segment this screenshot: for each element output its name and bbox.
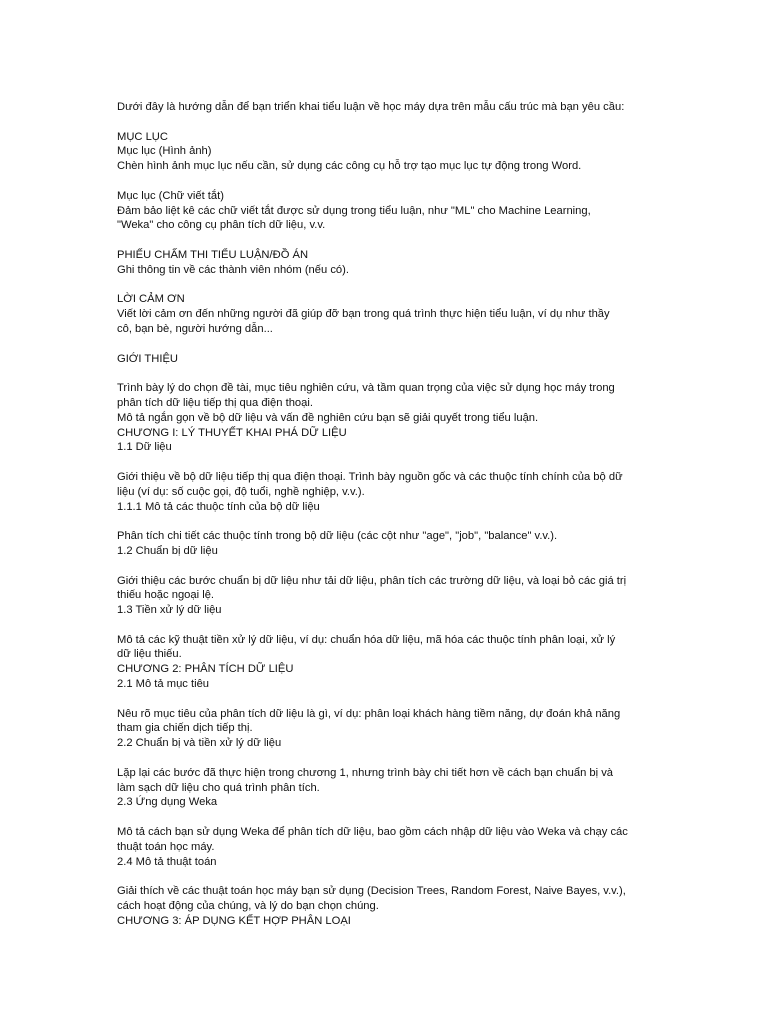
paragraph-line: Ghi thông tin về các thành viên nhóm (nếu có).: [117, 263, 349, 276]
blank-line: [117, 618, 662, 633]
blank-line: [117, 337, 662, 352]
intro-line: Dưới đây là hướng dẫn để bạn triển khai tiểu luận về học máy dựa trên mẫu cấu trúc mà bạn yêu cầu:: [117, 101, 625, 113]
paragraph-line: Chèn hình ảnh mục lục nếu cần, sử dụng các công cụ hỗ trợ tạo mục lục tự động trong Word.: [117, 160, 582, 173]
section-heading: 2.1 Mô tả mục tiêu: [117, 678, 210, 691]
paragraph-line: Phân tích chi tiết các thuộc tính trong bộ dữ liệu (các cột như "age", "job", "balance" v.v.).: [117, 530, 558, 543]
paragraph-line: Nêu rõ mục tiêu của phân tích dữ liệu là gì, ví dụ: phân loại khách hàng tiềm năng, dự đoán khả năng: [117, 707, 621, 720]
paragraph-line: tham gia chiến dịch tiếp thị.: [117, 722, 253, 735]
section-heading: 1.3 Tiền xử lý dữ liệu: [117, 604, 222, 617]
blank-line: [117, 115, 662, 130]
blank-line: [117, 455, 662, 470]
section-heading: 2.3 Ứng dụng Weka: [117, 796, 218, 809]
blank-line: [117, 751, 662, 766]
paragraph-line: Mô tả các kỹ thuật tiền xử lý dữ liệu, ví dụ: chuẩn hóa dữ liệu, mã hóa các thuộc tính phân loại, xử lý: [117, 633, 616, 646]
heading-grading-sheet: PHIẾU CHẤM THI TIỂU LUẬN/ĐỒ ÁN: [117, 248, 309, 261]
section-heading: 1.1.1 Mô tả các thuộc tính của bộ dữ liệu: [117, 500, 320, 513]
paragraph-line: Đảm bảo liệt kê các chữ viết tắt được sử dụng trong tiểu luận, như "ML" cho Machine Learning,: [117, 204, 591, 217]
paragraph-line: liệu (ví dụ: số cuộc gọi, độ tuổi, nghề nghiệp, v.v.).: [117, 485, 365, 498]
section-heading: 2.4 Mô tả thuật toán: [117, 855, 217, 868]
heading-chapter-3: CHƯƠNG 3: ÁP DỤNG KẾT HỢP PHÂN LOẠI: [117, 914, 351, 927]
heading-chapter-1: CHƯƠNG I: LÝ THUYẾT KHAI PHÁ DỮ LIỆU: [117, 426, 347, 439]
heading-introduction: GIỚI THIỆU: [117, 352, 178, 365]
blank-line: [117, 366, 662, 381]
section-heading: 1.1 Dữ liệu: [117, 441, 172, 454]
paragraph-line: "Weka" cho công cụ phân tích dữ liệu, v.v.: [117, 219, 326, 232]
paragraph-line: làm sạch dữ liệu cho quá trình phân tích.: [117, 781, 320, 794]
subheading-toc-images: Mục lục (Hình ảnh): [117, 145, 212, 158]
paragraph-line: Trình bày lý do chọn đề tài, mục tiêu nghiên cứu, và tầm quan trọng của việc sử dụng học máy trong: [117, 382, 615, 395]
document-page: [117, 100, 662, 929]
section-heading: 2.2 Chuẩn bị và tiền xử lý dữ liệu: [117, 737, 282, 750]
paragraph-line: Mô tả ngắn gọn về bộ dữ liệu và vấn đề nghiên cứu bạn sẽ giải quyết trong tiểu luận.: [117, 411, 539, 424]
heading-acknowledgements: LỜI CẢM ƠN: [117, 293, 185, 306]
paragraph-line: Mô tả cách bạn sử dụng Weka để phân tích dữ liệu, bao gồm cách nhập dữ liệu vào Weka và chạy các: [117, 826, 628, 839]
blank-line: [117, 559, 662, 574]
paragraph-line: phân tích dữ liệu tiếp thị qua điện thoại.: [117, 396, 313, 409]
heading-toc: MỤC LỤC: [117, 130, 168, 143]
paragraph-line: thiếu hoặc ngoại lệ.: [117, 589, 215, 602]
paragraph-line: cô, bạn bè, người hướng dẫn...: [117, 322, 273, 335]
paragraph-line: thuật toán học máy.: [117, 840, 215, 853]
blank-line: [117, 692, 662, 707]
blank-line: [117, 174, 662, 189]
section-heading: 1.2 Chuẩn bị dữ liệu: [117, 544, 218, 557]
paragraph-line: Lặp lại các bước đã thực hiện trong chương 1, nhưng trình bày chi tiết hơn về cách bạn chuẩn bị và: [117, 766, 614, 779]
paragraph-line: Giải thích về các thuật toán học máy bạn sử dụng (Decision Trees, Random Forest, Naive Bayes, v.v.),: [117, 885, 626, 898]
blank-line: [117, 278, 662, 293]
paragraph-line: cách hoạt động của chúng, và lý do bạn chọn chúng.: [117, 900, 379, 913]
paragraph-line: Viết lời cảm ơn đến những người đã giúp đỡ bạn trong quá trình thực hiện tiểu luận, ví dụ như thầy: [117, 308, 610, 321]
blank-line: [117, 869, 662, 884]
paragraph-line: Giới thiệu về bộ dữ liệu tiếp thị qua điện thoại. Trình bày nguồn gốc và các thuộc tính chính của bộ dữ: [117, 470, 623, 483]
blank-line: [117, 233, 662, 248]
paragraph-line: dữ liệu thiếu.: [117, 648, 182, 661]
paragraph-line: Giới thiệu các bước chuẩn bị dữ liệu như tải dữ liệu, phân tích các trường dữ liệu, và loại bỏ các giá trị: [117, 574, 627, 587]
blank-line: [117, 810, 662, 825]
blank-line: [117, 514, 662, 529]
heading-chapter-2: CHƯƠNG 2: PHÂN TÍCH DỮ LIỆU: [117, 663, 294, 676]
subheading-toc-abbreviations: Mục lục (Chữ viết tắt): [117, 189, 224, 202]
